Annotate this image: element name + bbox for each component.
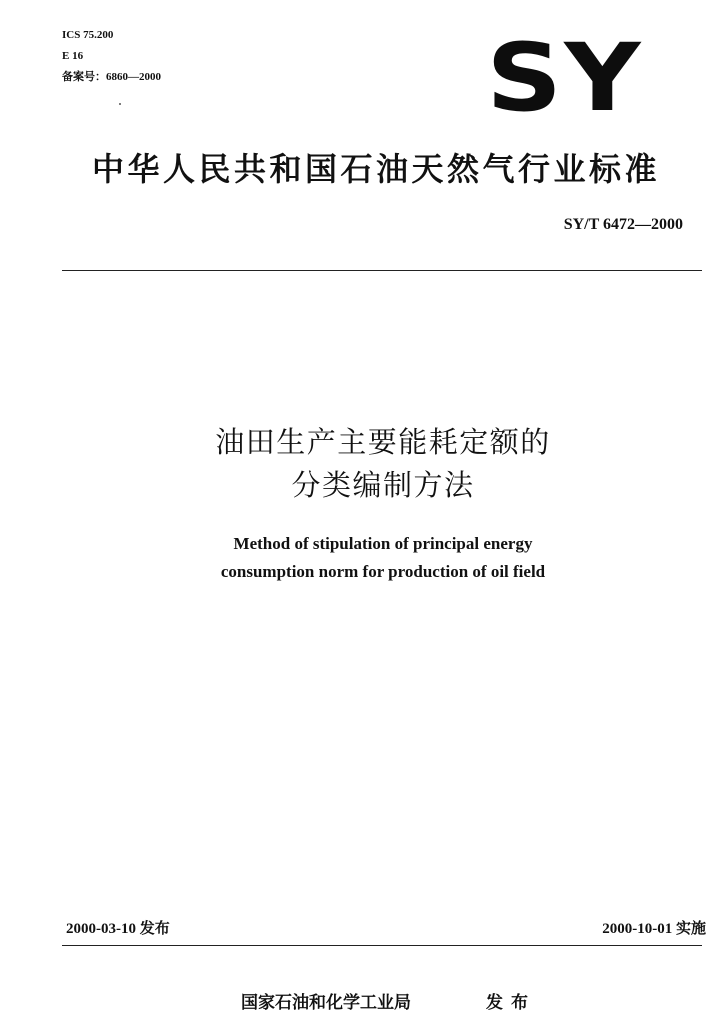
issuing-authority: 国家石油和化学工业局 <box>241 993 411 1013</box>
scan-speck <box>119 103 121 105</box>
ics-code: ICS 75.200 <box>62 29 114 41</box>
implementation-date: 2000-10-01 实施 <box>602 921 706 937</box>
top-divider <box>62 270 702 271</box>
chinese-title-line-2: 分类编制方法 <box>291 468 475 502</box>
sy-logo: SY <box>486 24 643 133</box>
english-title-line-2: consumption norm for production of oil field <box>220 562 546 581</box>
bottom-divider <box>62 945 702 946</box>
chinese-title-line-1: 油田生产主要能耗定额的 <box>215 425 551 459</box>
classification-code: E 16 <box>62 50 84 62</box>
standard-title: 中华人民共和国石油天然气行业标准 <box>92 150 661 188</box>
filing-number: 备案号：6860—2000 <box>62 71 161 83</box>
issue-date: 2000-03-10 发布 <box>66 921 170 937</box>
standard-number: SY/T 6472—2000 <box>563 216 683 233</box>
issue-action: 发布 <box>486 993 536 1013</box>
english-title-line-1: Method of stipulation of principal energy <box>233 534 533 553</box>
